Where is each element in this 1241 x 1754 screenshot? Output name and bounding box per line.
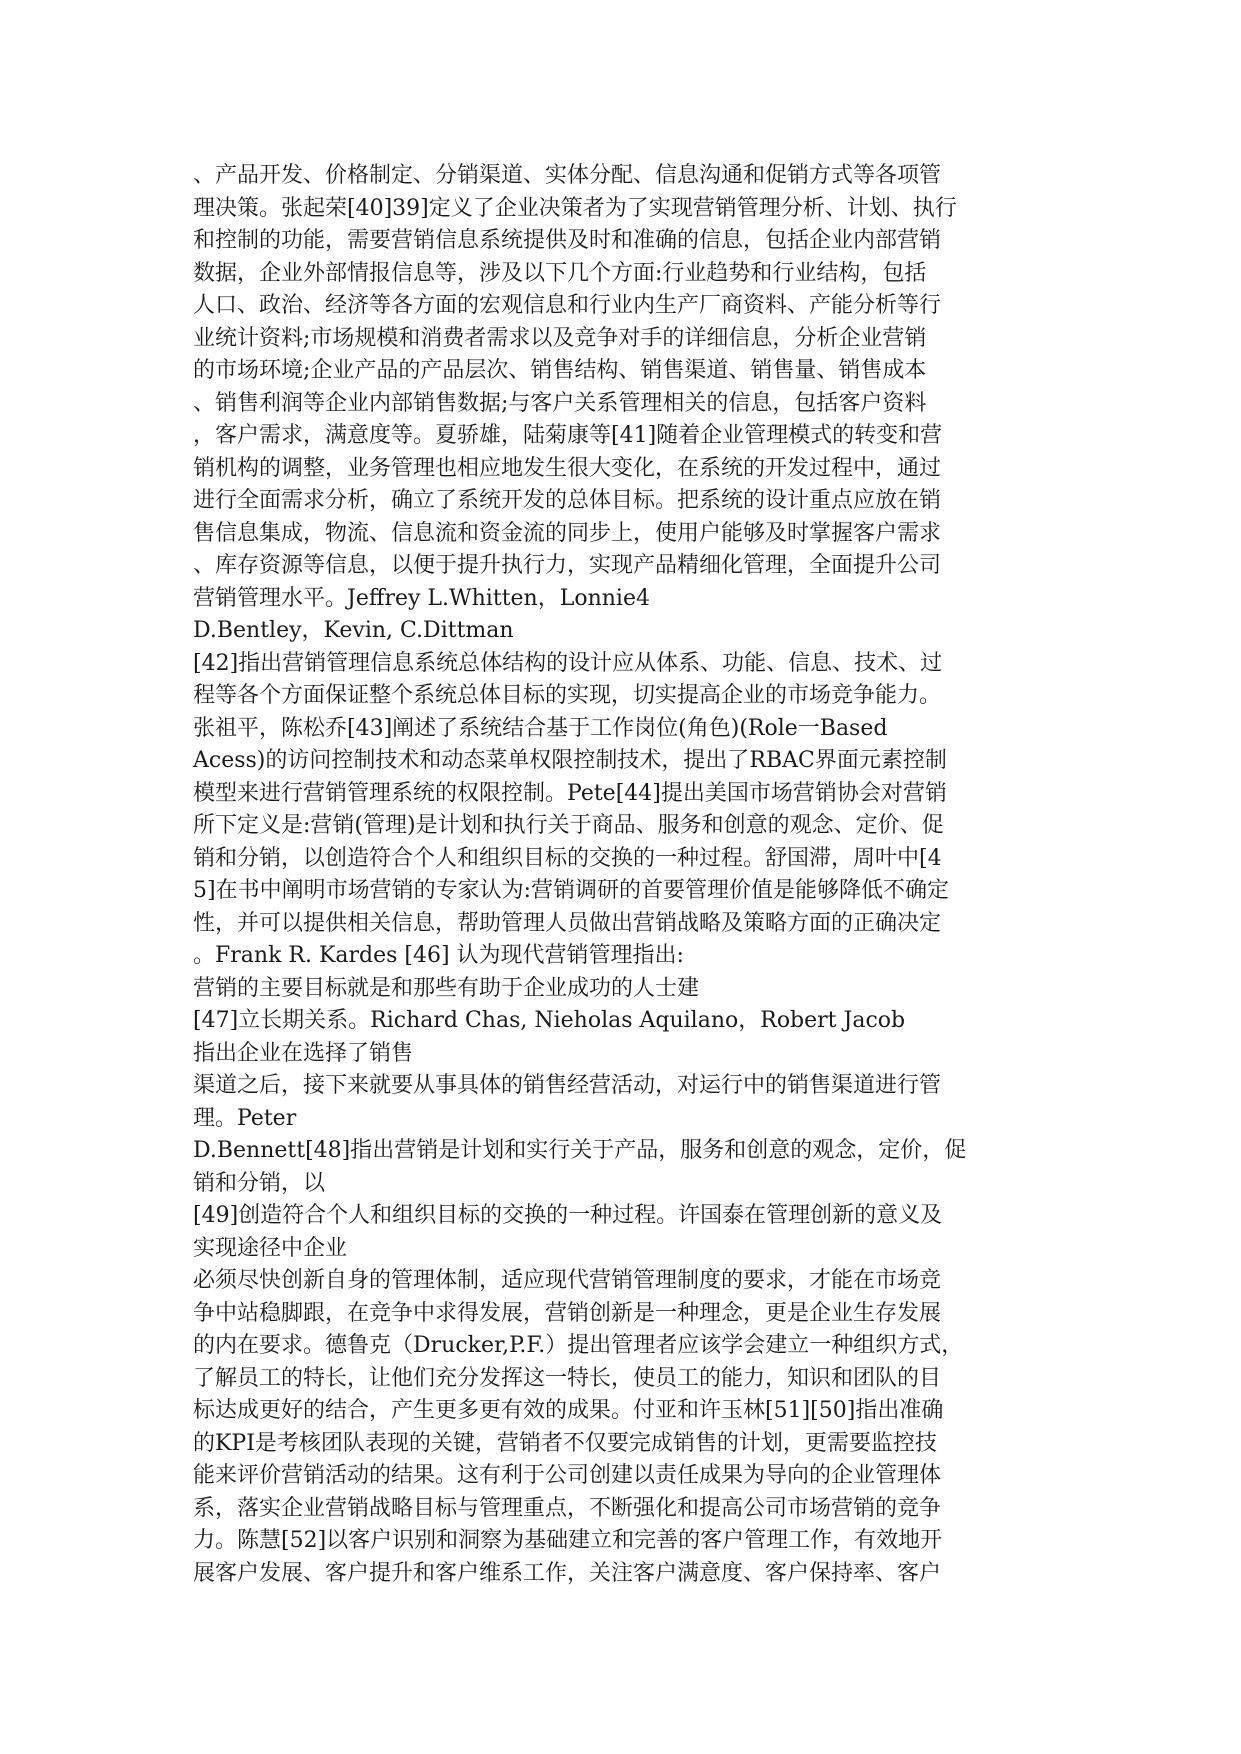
- text-line: 数据，企业外部情报信息等，涉及以下几个方面:行业趋势和行业结构，包括: [193, 260, 927, 286]
- text-line: 展客户发展、客户提升和客户维系工作，关注客户满意度、客户保持率、客户: [193, 1560, 942, 1586]
- text-line: Acess)的访问控制技术和动态菜单权限控制技术，提出了RBAC界面元素控制: [193, 748, 947, 773]
- text-line: 实现途径中企业: [193, 1235, 348, 1261]
- text-line: [42]指出营销管理信息系统总体结构的设计应从体系、功能、信息、技术、过: [193, 650, 943, 676]
- text-line: 营销的主要目标就是和那些有助于企业成功的人士建: [193, 975, 700, 1001]
- text-line: 进行全面需求分析，确立了系统开发的总体目标。把系统的设计重点应放在销: [193, 488, 942, 513]
- text-line: 理。Peter: [193, 1105, 297, 1131]
- text-line: 了解员工的特长，让他们充分发挥这一特长，使员工的能力，知识和团队的目: [193, 1365, 942, 1391]
- text-line: 。Frank R. Kardes [46] 认为现代营销管理指出:: [193, 943, 684, 968]
- text-line: 和控制的功能，需要营销信息系统提供及时和准确的信息，包括企业内部营销: [193, 228, 942, 253]
- text-line: 销机构的调整，业务管理也相应地发生很大变化，在系统的开发过程中，通过: [193, 455, 942, 481]
- text-line: 的KPI是考核团队表现的关键，营销者不仅要完成销售的计划，更需要监控技: [193, 1430, 937, 1456]
- text-line: 销和分销，以创造符合个人和组织目标的交换的一种过程。舒国滞，周叶中[4: [193, 845, 942, 871]
- text-line: 、销售利润等企业内部销售数据;与客户关系管理相关的信息，包括客户资料: [193, 390, 927, 416]
- text-line: 系，落实企业营销战略目标与管理重点，不断强化和提高公司市场营销的竞争: [193, 1495, 942, 1521]
- text-line: [49]创造符合个人和组织目标的交换的一种过程。许国泰在管理创新的意义及: [193, 1203, 943, 1228]
- text-line: 标达成更好的结合，产生更多更有效的成果。付亚和许玉林[51][50]指出准确: [193, 1398, 944, 1423]
- text-line: 的市场环境;企业产品的产品层次、销售结构、销售渠道、销售量、销售成本: [193, 358, 927, 383]
- text-line: ，客户需求，满意度等。夏骄雄，陆菊康等[41]随着企业管理模式的转变和营: [193, 423, 943, 448]
- text-line: 的内在要求。德鲁克（Drucker,P.F.）提出管理者应该学会建立一种组织方式，: [193, 1333, 964, 1358]
- text-line: 所下定义是:营销(管理)是计划和执行关于商品、服务和创意的观念、定价、促: [193, 813, 944, 838]
- text-line: [47]立长期关系。Richard Chas, Nieholas Aquilano，Robert Jacob: [193, 1008, 906, 1033]
- text-line: 销和分销，以: [193, 1170, 326, 1196]
- text-line: 必须尽快创新自身的管理体制，适应现代营销管理制度的要求，才能在市场竞: [193, 1268, 942, 1293]
- text-line: 张祖平，陈松乔[43]阐述了系统结合基于工作岗位(角色)(Role一Based: [193, 715, 888, 741]
- text-line: 人口、政治、经济等各方面的宏观信息和行业内生产厂商资料、产能分析等行: [193, 293, 942, 318]
- text-line: 、产品开发、价格制定、分销渠道、实体分配、信息沟通和促销方式等各项管: [193, 163, 942, 188]
- text-line: 渠道之后，接下来就要从事具体的销售经营活动，对运行中的销售渠道进行管: [193, 1073, 942, 1098]
- text-line: 程等各个方面保证整个系统总体目标的实现，切实提高企业的市场竞争能力。: [193, 683, 942, 708]
- text-line: 指出企业在选择了销售: [193, 1040, 414, 1066]
- text-line: D.Bennett[48]指出营销是计划和实行关于产品，服务和创意的观念，定价，促: [193, 1138, 967, 1163]
- text-line: 理决策。张起荣[40]39]定义了企业决策者为了实现营销管理分析、计划、执行: [193, 195, 957, 221]
- text-line: 争中站稳脚跟，在竞争中求得发展，营销创新是一种理念，更是企业生存发展: [193, 1300, 942, 1326]
- text-line: 5]在书中阐明市场营销的专家认为:营销调研的首要管理价值是能够降低不确定: [193, 878, 949, 903]
- text-line: 能来评价营销活动的结果。这有利于公司创建以责任成果为导向的企业管理体: [193, 1463, 942, 1488]
- text-line: 、库存资源等信息，以便于提升执行力，实现产品精细化管理，全面提升公司: [193, 553, 942, 578]
- text-line: 力。陈慧[52]以客户识别和洞察为基础建立和完善的客户管理工作，有效地开: [193, 1528, 943, 1553]
- text-line: 业统计资料;市场规模和消费者需求以及竞争对手的详细信息，分析企业营销: [193, 325, 927, 351]
- text-line: D.Bentley，Kevin, C.Dittman: [193, 618, 514, 643]
- text-line: 性，并可以提供相关信息，帮助管理人员做出营销战略及策略方面的正确决定: [193, 910, 942, 936]
- text-line: 营销管理水平。Jeffrey L.Whitten，Lonnie4: [193, 585, 650, 611]
- body-text: [193, 160, 1073, 1590]
- text-line: 售信息集成，物流、信息流和资金流的同步上，使用户能够及时掌握客户需求: [193, 520, 942, 546]
- text-line: 模型来进行营销管理系统的权限控制。Pete[44]提出美国市场营销协会对营销: [193, 780, 947, 806]
